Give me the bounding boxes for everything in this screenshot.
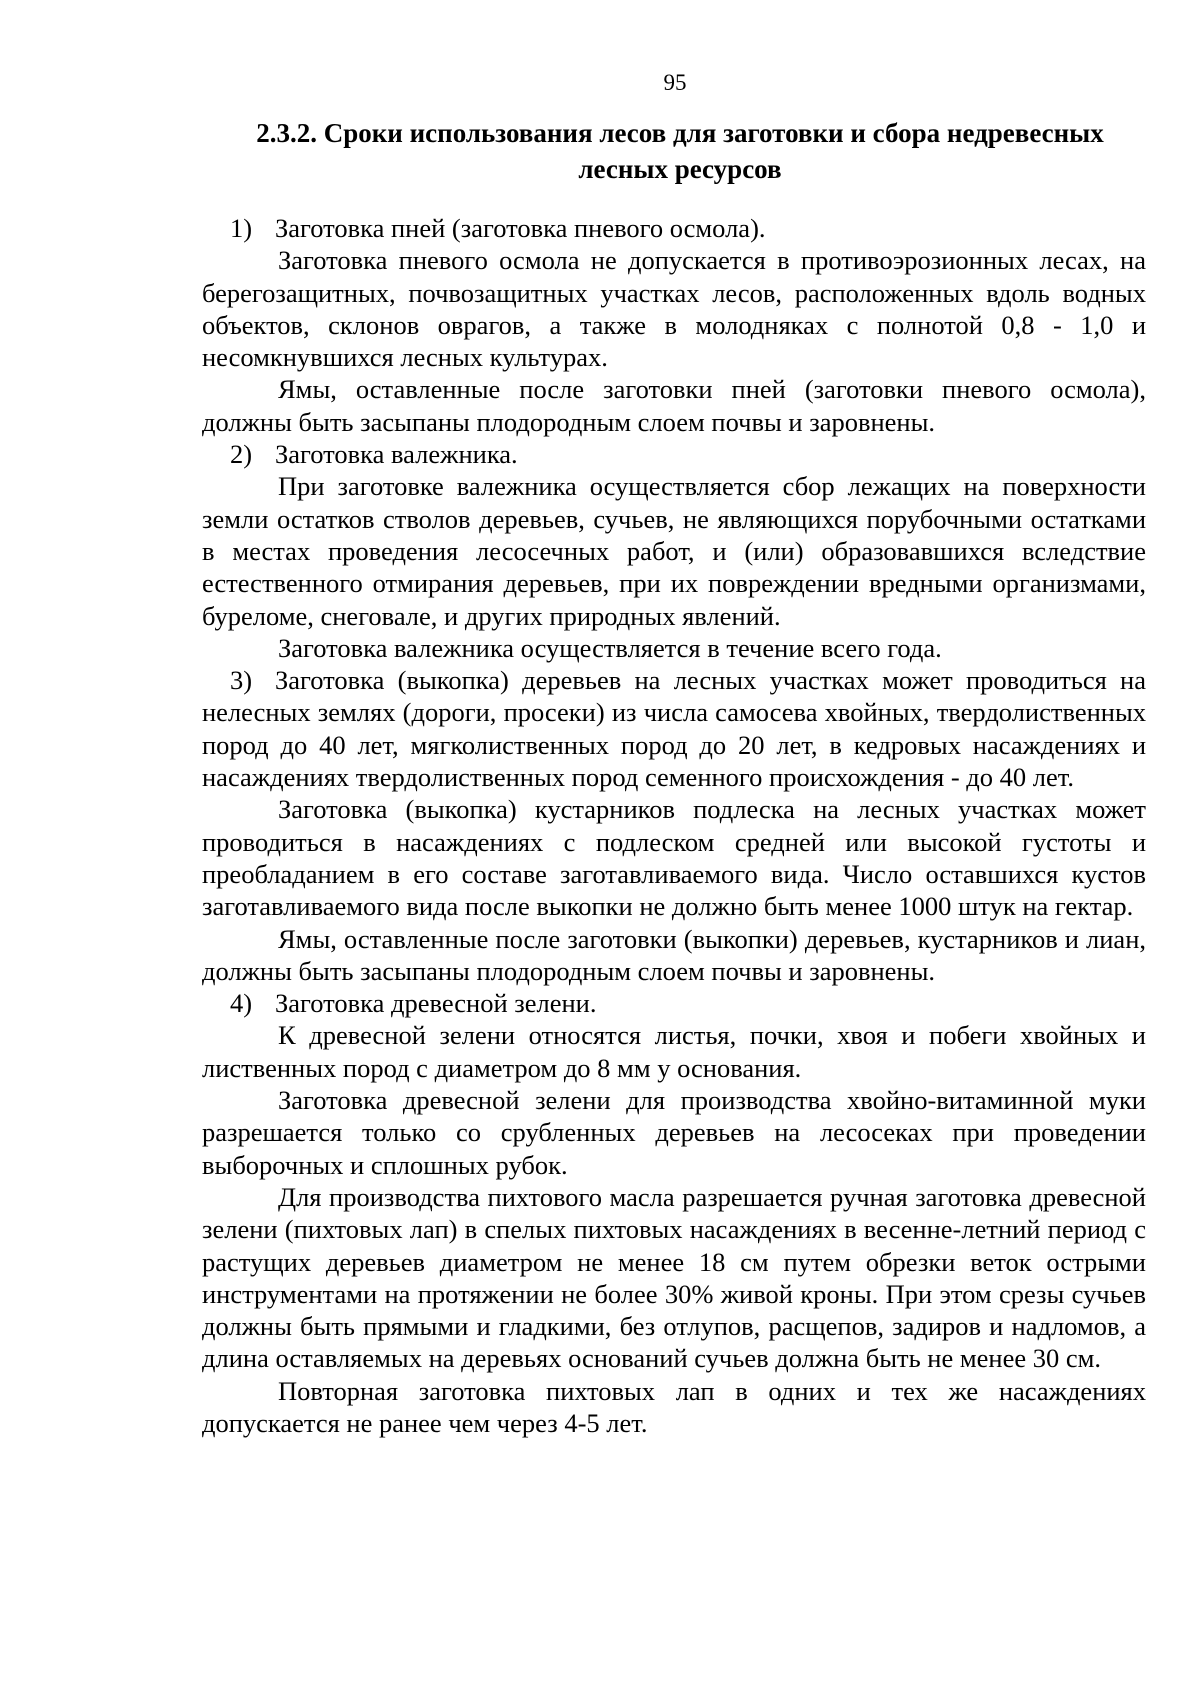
list-item-3 — [202, 664, 1146, 793]
paragraph: Заготовка валежника осуществляется в течение всего года. — [278, 632, 942, 663]
document-body — [202, 212, 1146, 1439]
paragraph: К древесной зелени относятся листья, почки, хвоя и побеги хвойных и лиственных пород с диаметром до 8 мм у основания. — [202, 1020, 1146, 1083]
section-heading-line-1: 2.3.2. Сроки использования лесов для заготовки и сбора недревесных — [256, 118, 1104, 148]
list-item-text: Заготовка (выкопка) деревьев на лесных участках может проводиться на нелесных землях (дороги, просеки) из числа самосева хвойных, твердолиственных пород до 40 лет, мягколиственных пород до 20 лет, в кедровых насаждениях и насаждениях твердолиственных пород семенного происхождения - до 40 лет. — [202, 665, 1146, 793]
paragraph: При заготовке валежника осуществляется сбор лежащих на поверхности земли остатков стволов деревьев, сучьев, не являющихся порубочными остатками в местах проведения лесосечных работ, и (или) образовавшихся вследствие естественного отмирания деревьев, при их повреждении вредными организмами, буреломе, снеговале, и других природных явлений. — [202, 471, 1146, 631]
page-number: 95 — [663, 70, 687, 95]
list-item-4 — [202, 987, 1146, 1019]
list-number: 1) — [230, 213, 253, 243]
list-item-1 — [202, 212, 1146, 244]
list-number: 2) — [230, 439, 253, 470]
paragraph: Заготовка древесной зелени для производства хвойно-витаминной муки разрешается только со срубленных деревьев на лесосеках при проведении выборочных и сплошных рубок. — [202, 1085, 1146, 1180]
section-heading-line-2: лесных ресурсов — [578, 154, 782, 184]
list-item-text: Заготовка валежника. — [275, 439, 518, 470]
paragraph: Заготовка пневого осмола не допускается в противоэрозионных лесах, на берегозащитных, почвозащитных участках лесов, расположенных вдоль водных объектов, склонов оврагов, а также в молодняках с полнотой 0,8 - 1,0 и несомкнувшихся лесных культурах. — [202, 245, 1146, 373]
paragraph: Ямы, оставленные после заготовки пней (заготовки пневого осмола), должны быть засыпаны плодородным слоем почвы и заровнены. — [202, 374, 1146, 437]
paragraph: Заготовка (выкопка) кустарников подлеска на лесных участках может проводиться в насаждениях с подлеском средней или высокой густоты и преобладанием в его составе заготавливаемого вида. Число оставшихся кустов заготавливаемого вида после выкопки не должно быть менее 1000 штук на гектар. — [202, 794, 1146, 922]
paragraph: Повторная заготовка пихтовых лап в одних и тех же насаждениях допускается не ранее чем через 4-5 лет. — [202, 1375, 1146, 1438]
paragraph: Для производства пихтового масла разрешается ручная заготовка древесной зелени (пихтовых лап) в спелых пихтовых насаждениях в весенне-летний период с растущих деревьев диаметром не менее 18 см путем обрезки веток острыми инструментами на протяжении не более 30% живой кроны. При этом срезы сучьев должны быть прямыми и гладкими, без отлупов, расщепов, задиров и надломов, а длина оставляемых на деревьях оснований сучьев должна быть не менее 30 см. — [202, 1181, 1146, 1374]
list-number: 4) — [230, 988, 253, 1019]
section-heading — [200, 115, 1160, 187]
paragraph: Ямы, оставленные после заготовки (выкопки) деревьев, кустарников и лиан, должны быть засыпаны плодородным слоем почвы и заровнены. — [202, 923, 1146, 986]
list-item-text: Заготовка пней (заготовка пневого осмола). — [275, 213, 766, 243]
list-item-2 — [202, 438, 1146, 470]
list-number: 3) — [230, 665, 253, 696]
list-item-text: Заготовка древесной зелени. — [275, 988, 597, 1019]
